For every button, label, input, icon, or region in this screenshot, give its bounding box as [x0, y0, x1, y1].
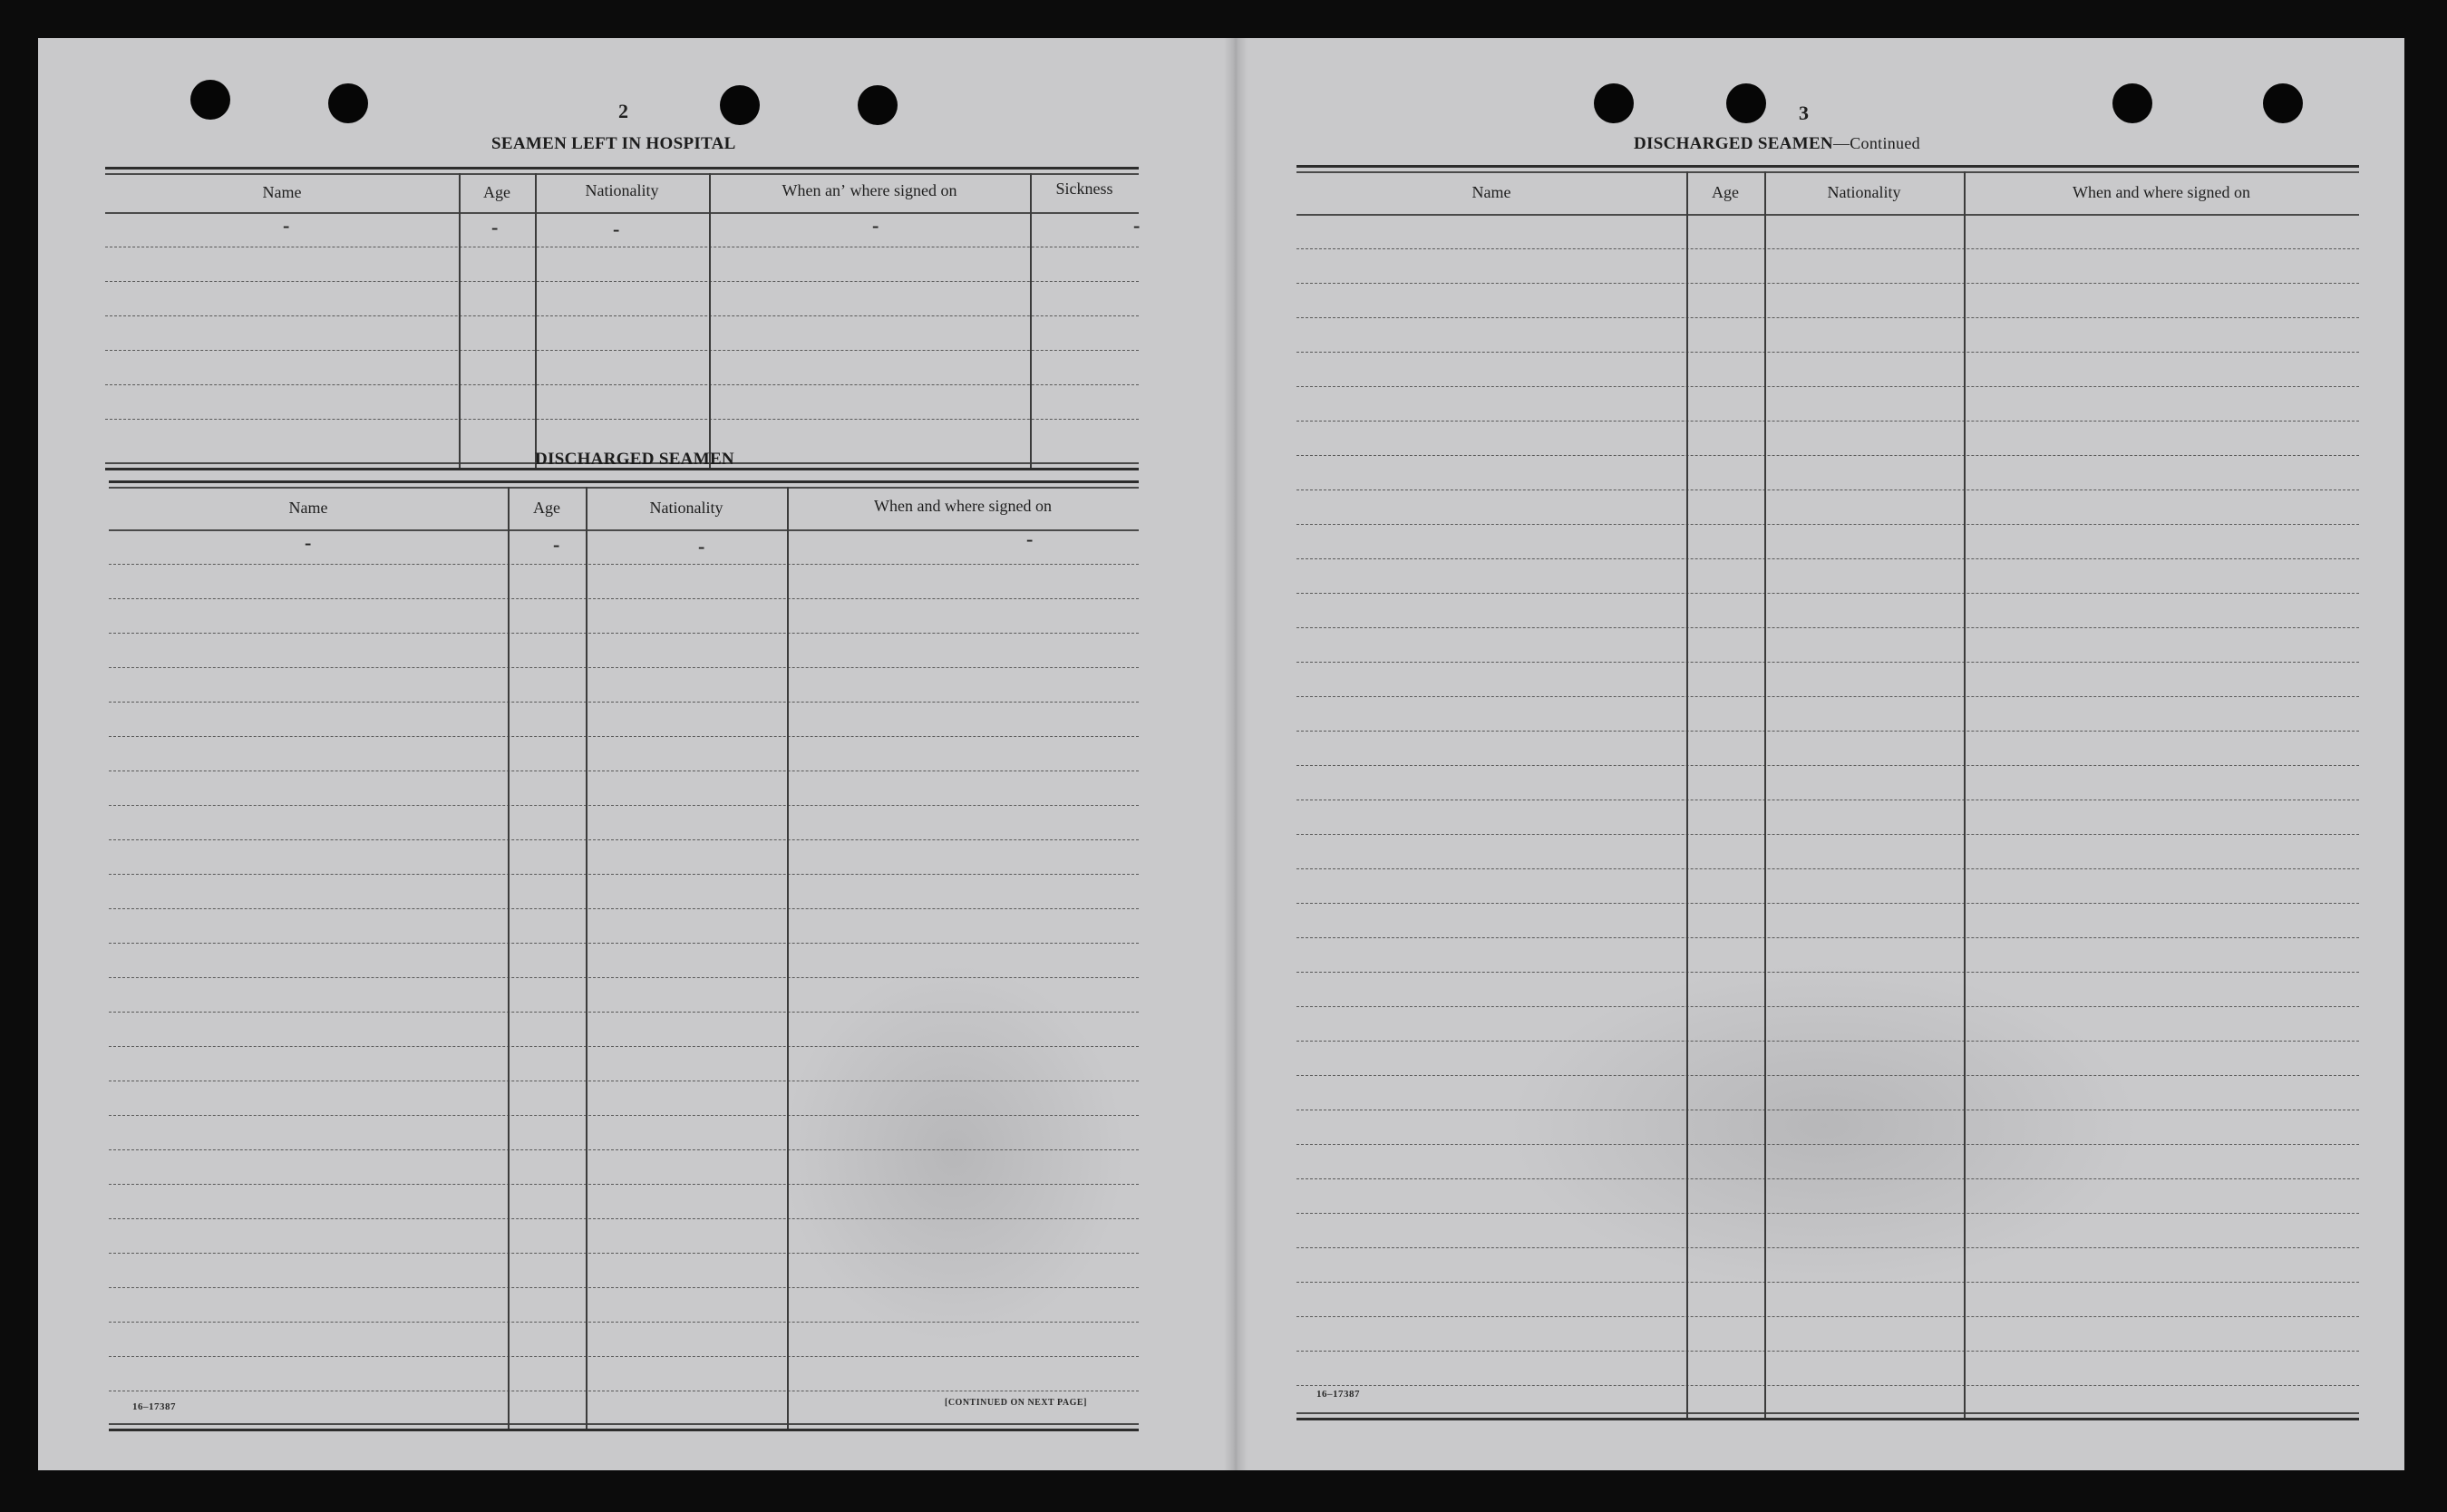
- col-header-age: Age: [533, 499, 560, 517]
- col-header-age: Age: [1712, 183, 1739, 201]
- section-title-suffix: —Continued: [1832, 134, 1920, 152]
- page-number-right: 3: [1799, 102, 1809, 124]
- col-header-signed-on: When anʼ where signed on: [782, 181, 957, 199]
- discharged-section-title: DISCHARGED SEAMEN: [535, 450, 734, 469]
- col-header-name: Name: [288, 499, 328, 517]
- punch-hole: [1726, 83, 1766, 123]
- col-header-signed-on: When and where signed on: [874, 497, 1052, 515]
- col-header-nationality: Nationality: [1827, 183, 1901, 201]
- col-header-nationality: Nationality: [649, 499, 723, 517]
- punch-hole: [328, 83, 368, 123]
- punch-hole: [2112, 83, 2152, 123]
- col-header-signed-on: When and where signed on: [2073, 183, 2250, 201]
- punch-hole: [858, 85, 898, 125]
- form-sheet: [38, 38, 2404, 1470]
- col-header-name: Name: [1471, 183, 1511, 201]
- punch-hole: [2263, 83, 2303, 123]
- entry-signed-on: -: [1026, 528, 1034, 550]
- entry-age: -: [553, 533, 560, 556]
- discharged-continued-title: [1634, 134, 1920, 154]
- entry-nationality: -: [613, 218, 620, 240]
- punch-hole: [720, 85, 760, 125]
- entry-age: -: [491, 216, 499, 238]
- discharged-table-right: [1296, 165, 2359, 1423]
- continued-note: [CONTINUED ON NEXT PAGE]: [945, 1398, 1087, 1408]
- col-header-sickness: Sickness: [1055, 179, 1113, 198]
- col-header-nationality: Nationality: [585, 181, 659, 199]
- section-title-text: DISCHARGED SEAMEN: [1634, 134, 1833, 153]
- hospital-table: [105, 167, 1139, 471]
- col-header-age: Age: [483, 183, 510, 201]
- entry-name: -: [283, 214, 290, 237]
- page-fold: [1224, 38, 1248, 1470]
- discharged-table-left: [109, 480, 1139, 1436]
- page-number-left: 2: [618, 100, 628, 122]
- punch-hole: [1594, 83, 1634, 123]
- entry-nationality: -: [698, 535, 705, 557]
- punch-hole: [190, 80, 230, 120]
- entry-name: -: [305, 531, 312, 554]
- col-header-name: Name: [262, 183, 302, 201]
- form-number-left: 16–17387: [132, 1401, 176, 1412]
- hospital-section-title: SEAMEN LEFT IN HOSPITAL: [491, 134, 736, 153]
- entry-signed-on: -: [872, 214, 879, 237]
- form-number-right: 16–17387: [1316, 1389, 1360, 1400]
- entry-sickness: -: [1133, 214, 1141, 237]
